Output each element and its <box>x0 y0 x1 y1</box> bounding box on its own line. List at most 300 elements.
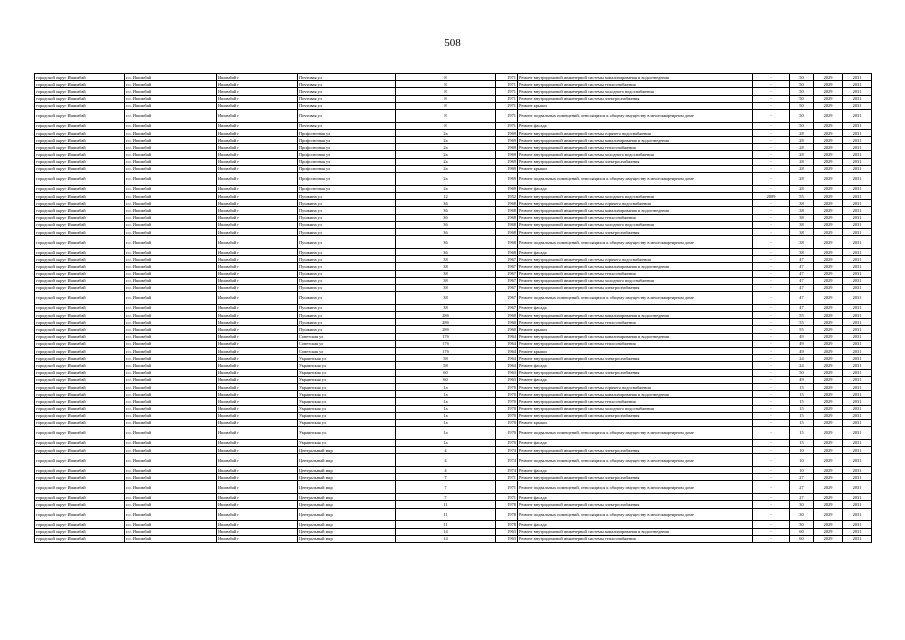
municipal-district-cell: городской округ Ишимбай <box>35 173 125 186</box>
municipal-district-cell: городской округ Ишимбай <box>35 412 125 419</box>
street-cell: Центральный мкр <box>298 535 396 542</box>
work-type-cell: Ремонт подвальных помещений, относящихся к общему имуществу в многоквартирном доме <box>518 508 753 521</box>
table-row <box>35 173 872 186</box>
last-repair-year-cell: - <box>753 109 790 122</box>
work-type-cell: Ремонт фасада <box>518 185 753 192</box>
wear-cell: 27 <box>790 494 814 501</box>
plan-end-cell: 2031 <box>843 340 872 347</box>
table-row <box>35 144 872 151</box>
municipal-district-cell: городской округ Ишимбай <box>35 508 125 521</box>
plan-start-cell: 2029 <box>814 467 843 474</box>
wear-cell: 38 <box>790 200 814 207</box>
house-number-cell: 17б <box>396 340 496 347</box>
wear-cell: 49 <box>790 340 814 347</box>
build-year-cell: 1970 <box>496 398 518 405</box>
last-repair-year-cell: - <box>753 447 790 454</box>
wear-cell: 50 <box>790 74 814 81</box>
work-type-cell: Ремонт внутридомовой инженерной системы теплоснабжения <box>518 81 753 88</box>
settlement-cell: Ишимбай г <box>217 427 298 440</box>
urban-district-cell: г.о. Ишимбай <box>125 173 217 186</box>
build-year-cell: 1970 <box>496 391 518 398</box>
street-cell: Пушкина ул <box>298 277 396 284</box>
plan-end-cell: 2031 <box>843 376 872 383</box>
table-row <box>35 474 872 481</box>
work-type-cell: Ремонт внутридомовой инженерной системы электроснабжения <box>518 501 753 508</box>
plan-end-cell: 2031 <box>843 326 872 333</box>
work-type-cell: Ремонт фасада <box>518 439 753 446</box>
plan-end-cell: 2031 <box>843 454 872 467</box>
house-number-cell: 2а <box>396 151 496 158</box>
table-row <box>35 248 872 255</box>
house-number-cell: 38 <box>396 277 496 284</box>
house-number-cell: 11 <box>396 508 496 521</box>
urban-district-cell: г.о. Ишимбай <box>125 151 217 158</box>
urban-district-cell: г.о. Ишимбай <box>125 383 217 390</box>
street-cell: Украинская ул <box>298 439 396 446</box>
table-row <box>35 185 872 192</box>
street-cell: Почтовая ул <box>298 74 396 81</box>
work-type-cell: Ремонт крыши <box>518 348 753 355</box>
settlement-cell: Ишимбай г <box>217 319 298 326</box>
work-type-cell: Ремонт фасада <box>518 521 753 528</box>
municipal-district-cell: городской округ Ишимбай <box>35 207 125 214</box>
settlement-cell: Ишимбай г <box>217 508 298 521</box>
street-cell: Профсоюзная ул <box>298 158 396 165</box>
municipal-district-cell: городской округ Ишимбай <box>35 193 125 200</box>
house-number-cell: 28б <box>396 319 496 326</box>
plan-start-cell: 2029 <box>814 501 843 508</box>
settlement-cell: Ишимбай г <box>217 173 298 186</box>
table-row <box>35 256 872 263</box>
settlement-cell: Ишимбай г <box>217 200 298 207</box>
work-type-cell: Ремонт внутридомовой инженерной системы теплоснабжения <box>518 144 753 151</box>
street-cell: Украинская ул <box>298 398 396 405</box>
plan-end-cell: 2031 <box>843 173 872 186</box>
last-repair-year-cell: - <box>753 292 790 305</box>
plan-end-cell: 2031 <box>843 501 872 508</box>
table-row <box>35 137 872 144</box>
plan-start-cell: 2029 <box>814 427 843 440</box>
municipal-district-cell: городской округ Ишимбай <box>35 95 125 102</box>
wear-cell: 50 <box>790 109 814 122</box>
municipal-district-cell: городской округ Ишимбай <box>35 292 125 305</box>
last-repair-year-cell: - <box>753 340 790 347</box>
urban-district-cell: г.о. Ишимбай <box>125 158 217 165</box>
table-row <box>35 228 872 235</box>
table-row <box>35 340 872 347</box>
settlement-cell: Ишимбай г <box>217 214 298 221</box>
table-row <box>35 405 872 412</box>
urban-district-cell: г.о. Ишимбай <box>125 304 217 311</box>
plan-start-cell: 2029 <box>814 292 843 305</box>
house-number-cell: 38 <box>396 304 496 311</box>
municipal-district-cell: городской округ Ишимбай <box>35 419 125 426</box>
street-cell: Пушкина ул <box>298 193 396 200</box>
last-repair-year-cell: - <box>753 129 790 136</box>
plan-start-cell: 2029 <box>814 270 843 277</box>
work-type-cell: Ремонт фасада <box>518 467 753 474</box>
street-cell: Пушкина ул <box>298 292 396 305</box>
build-year-cell: 1960 <box>496 326 518 333</box>
table-row <box>35 74 872 81</box>
build-year-cell: 1970 <box>496 439 518 446</box>
plan-end-cell: 2031 <box>843 447 872 454</box>
wear-cell: 28 <box>790 129 814 136</box>
house-number-cell: 8 <box>396 102 496 109</box>
last-repair-year-cell: - <box>753 214 790 221</box>
settlement-cell: Ишимбай г <box>217 122 298 129</box>
urban-district-cell: г.о. Ишимбай <box>125 427 217 440</box>
plan-start-cell: 2029 <box>814 214 843 221</box>
build-year-cell: 1968 <box>496 221 518 228</box>
street-cell: Пушкина ул <box>298 270 396 277</box>
house-number-cell: 36 <box>396 221 496 228</box>
last-repair-year-cell: - <box>753 369 790 376</box>
house-number-cell: 1а <box>396 419 496 426</box>
table-row <box>35 501 872 508</box>
urban-district-cell: г.о. Ишимбай <box>125 165 217 172</box>
urban-district-cell: г.о. Ишимбай <box>125 228 217 235</box>
settlement-cell: Ишимбай г <box>217 292 298 305</box>
table-row <box>35 481 872 494</box>
build-year-cell: 1964 <box>496 362 518 369</box>
wear-cell: 50 <box>790 102 814 109</box>
work-type-cell: Ремонт подвальных помещений, относящихся к общему имуществу в многоквартирном доме <box>518 173 753 186</box>
municipal-district-cell: городской округ Ишимбай <box>35 348 125 355</box>
wear-cell: 10 <box>790 454 814 467</box>
build-year-cell: 1971 <box>496 494 518 501</box>
plan-end-cell: 2031 <box>843 474 872 481</box>
municipal-district-cell: городской округ Ишимбай <box>35 151 125 158</box>
plan-start-cell: 2029 <box>814 447 843 454</box>
settlement-cell: Ишимбай г <box>217 340 298 347</box>
wear-cell: 47 <box>790 304 814 311</box>
settlement-cell: Ишимбай г <box>217 355 298 362</box>
build-year-cell: 1969 <box>496 165 518 172</box>
urban-district-cell: г.о. Ишимбай <box>125 185 217 192</box>
street-cell: Пушкина ул <box>298 319 396 326</box>
house-number-cell: 2а <box>396 165 496 172</box>
work-type-cell: Ремонт фасада <box>518 304 753 311</box>
last-repair-year-cell: - <box>753 256 790 263</box>
street-cell: Центральный мкр <box>298 521 396 528</box>
urban-district-cell: г.о. Ишимбай <box>125 129 217 136</box>
municipal-district-cell: городской округ Ишимбай <box>35 221 125 228</box>
table-row <box>35 236 872 249</box>
work-type-cell: Ремонт внутридомовой инженерной системы горячего водоснабжения <box>518 383 753 390</box>
build-year-cell: 1978 <box>496 521 518 528</box>
settlement-cell: Ишимбай г <box>217 193 298 200</box>
work-type-cell: Ремонт внутридомовой инженерной системы горячего водоснабжения <box>518 256 753 263</box>
build-year-cell: 1970 <box>496 427 518 440</box>
table-row <box>35 467 872 474</box>
plan-end-cell: 2031 <box>843 467 872 474</box>
last-repair-year-cell: - <box>753 474 790 481</box>
house-number-cell: 1а <box>396 398 496 405</box>
work-type-cell: Ремонт внутридомовой инженерной системы электроснабжения <box>518 412 753 419</box>
plan-end-cell: 2031 <box>843 74 872 81</box>
wear-cell: 49 <box>790 348 814 355</box>
plan-end-cell: 2031 <box>843 362 872 369</box>
settlement-cell: Ишимбай г <box>217 419 298 426</box>
urban-district-cell: г.о. Ишимбай <box>125 292 217 305</box>
plan-start-cell: 2029 <box>814 207 843 214</box>
house-number-cell: 8 <box>396 109 496 122</box>
last-repair-year-cell: - <box>753 144 790 151</box>
work-type-cell: Ремонт внутридомовой инженерной системы холодного водоснабжения <box>518 277 753 284</box>
last-repair-year-cell: - <box>753 376 790 383</box>
last-repair-year-cell: - <box>753 326 790 333</box>
municipal-district-cell: городской округ Ишимбай <box>35 214 125 221</box>
settlement-cell: Ишимбай г <box>217 447 298 454</box>
street-cell: Украинская ул <box>298 419 396 426</box>
house-number-cell: 36 <box>396 214 496 221</box>
wear-cell: 55 <box>790 319 814 326</box>
work-type-cell: Ремонт внутридомовой инженерной системы теплоснабжения <box>518 270 753 277</box>
work-type-cell: Ремонт внутридомовой инженерной системы канализирования и водоотведения <box>518 263 753 270</box>
last-repair-year-cell: - <box>753 333 790 340</box>
work-type-cell: Ремонт внутридомовой инженерной системы холодного водоснабжения <box>518 88 753 95</box>
urban-district-cell: г.о. Ишимбай <box>125 348 217 355</box>
plan-end-cell: 2031 <box>843 207 872 214</box>
work-type-cell: Ремонт подвальных помещений, относящихся к общему имуществу в многоквартирном доме <box>518 292 753 305</box>
build-year-cell: 1968 <box>496 248 518 255</box>
house-number-cell: 2а <box>396 173 496 186</box>
work-type-cell: Ремонт фасада <box>518 362 753 369</box>
plan-end-cell: 2031 <box>843 412 872 419</box>
plan-start-cell: 2029 <box>814 326 843 333</box>
urban-district-cell: г.о. Ишимбай <box>125 214 217 221</box>
urban-district-cell: г.о. Ишимбай <box>125 412 217 419</box>
plan-start-cell: 2029 <box>814 312 843 319</box>
street-cell: Украинская ул <box>298 362 396 369</box>
wear-cell: 55 <box>790 312 814 319</box>
table-row <box>35 508 872 521</box>
municipal-district-cell: городской округ Ишимбай <box>35 454 125 467</box>
last-repair-year-cell: - <box>753 284 790 291</box>
settlement-cell: Ишимбай г <box>217 151 298 158</box>
work-type-cell: Ремонт внутридомовой инженерной системы электроснабжения <box>518 284 753 291</box>
wear-cell: 15 <box>790 412 814 419</box>
plan-start-cell: 2029 <box>814 494 843 501</box>
last-repair-year-cell: - <box>753 221 790 228</box>
street-cell: Профсоюзная ул <box>298 151 396 158</box>
settlement-cell: Ишимбай г <box>217 236 298 249</box>
urban-district-cell: г.о. Ишимбай <box>125 319 217 326</box>
plan-end-cell: 2031 <box>843 185 872 192</box>
urban-district-cell: г.о. Ишимбай <box>125 144 217 151</box>
house-number-cell: 7 <box>396 494 496 501</box>
wear-cell: 55 <box>790 193 814 200</box>
municipal-district-cell: городской округ Ишимбай <box>35 481 125 494</box>
build-year-cell: 1963 <box>496 528 518 535</box>
urban-district-cell: г.о. Ишимбай <box>125 248 217 255</box>
wear-cell: 60 <box>790 528 814 535</box>
wear-cell: 28 <box>790 144 814 151</box>
settlement-cell: Ишимбай г <box>217 454 298 467</box>
settlement-cell: Ишимбай г <box>217 256 298 263</box>
house-number-cell: 7 <box>396 481 496 494</box>
municipal-district-cell: городской округ Ишимбай <box>35 122 125 129</box>
wear-cell: 28 <box>790 151 814 158</box>
last-repair-year-cell: - <box>753 535 790 542</box>
street-cell: Пушкина ул <box>298 304 396 311</box>
house-number-cell: 2а <box>396 144 496 151</box>
last-repair-year-cell: - <box>753 405 790 412</box>
street-cell: Пушкина ул <box>298 228 396 235</box>
house-number-cell: 8 <box>396 95 496 102</box>
work-type-cell: Ремонт внутридомовой инженерной системы электроснабжения <box>518 355 753 362</box>
settlement-cell: Ишимбай г <box>217 312 298 319</box>
table-row <box>35 348 872 355</box>
municipal-district-cell: городской округ Ишимбай <box>35 102 125 109</box>
municipal-district-cell: городской округ Ишимбай <box>35 326 125 333</box>
build-year-cell: 1971 <box>496 474 518 481</box>
plan-end-cell: 2031 <box>843 277 872 284</box>
build-year-cell: 1970 <box>496 383 518 390</box>
build-year-cell: 1971 <box>496 95 518 102</box>
municipal-district-cell: городской округ Ишимбай <box>35 319 125 326</box>
municipal-district-cell: городской округ Ишимбай <box>35 355 125 362</box>
street-cell: Пушкина ул <box>298 207 396 214</box>
plan-start-cell: 2029 <box>814 355 843 362</box>
table-row <box>35 88 872 95</box>
wear-cell: 47 <box>790 292 814 305</box>
urban-district-cell: г.о. Ишимбай <box>125 236 217 249</box>
last-repair-year-cell: - <box>753 439 790 446</box>
build-year-cell: 1978 <box>496 508 518 521</box>
urban-district-cell: г.о. Ишимбай <box>125 81 217 88</box>
house-number-cell: 60 <box>396 369 496 376</box>
build-year-cell: 1967 <box>496 270 518 277</box>
plan-start-cell: 2029 <box>814 248 843 255</box>
wear-cell: 38 <box>790 236 814 249</box>
plan-end-cell: 2031 <box>843 333 872 340</box>
plan-start-cell: 2029 <box>814 109 843 122</box>
wear-cell: 27 <box>790 474 814 481</box>
plan-start-cell: 2029 <box>814 236 843 249</box>
wear-cell: 50 <box>790 122 814 129</box>
build-year-cell: 1963 <box>496 535 518 542</box>
build-year-cell: 1970 <box>496 419 518 426</box>
municipal-district-cell: городской округ Ишимбай <box>35 376 125 383</box>
work-type-cell: Ремонт подвальных помещений, относящихся к общему имуществу в многоквартирном доме <box>518 481 753 494</box>
plan-end-cell: 2031 <box>843 369 872 376</box>
urban-district-cell: г.о. Ишимбай <box>125 256 217 263</box>
table-body <box>35 74 872 543</box>
build-year-cell: 1971 <box>496 109 518 122</box>
last-repair-year-cell: - <box>753 391 790 398</box>
settlement-cell: Ишимбай г <box>217 412 298 419</box>
urban-district-cell: г.о. Ишимбай <box>125 391 217 398</box>
work-type-cell: Ремонт фасада <box>518 122 753 129</box>
table-row <box>35 277 872 284</box>
wear-cell: 15 <box>790 405 814 412</box>
settlement-cell: Ишимбай г <box>217 383 298 390</box>
work-type-cell: Ремонт фасада <box>518 376 753 383</box>
municipal-district-cell: городской округ Ишимбай <box>35 263 125 270</box>
wear-cell: 38 <box>790 228 814 235</box>
work-type-cell: Ремонт внутридомовой инженерной системы канализирования и водоотведения <box>518 391 753 398</box>
plan-end-cell: 2031 <box>843 398 872 405</box>
work-type-cell: Ремонт внутридомовой инженерной системы холодного водоснабжения <box>518 193 753 200</box>
street-cell: Украинская ул <box>298 405 396 412</box>
table-row <box>35 284 872 291</box>
plan-end-cell: 2031 <box>843 284 872 291</box>
plan-start-cell: 2029 <box>814 263 843 270</box>
municipal-district-cell: городской округ Ишимбай <box>35 340 125 347</box>
build-year-cell: 1960 <box>496 312 518 319</box>
work-type-cell: Ремонт внутридомовой инженерной системы электроснабжения <box>518 447 753 454</box>
plan-end-cell: 2031 <box>843 165 872 172</box>
plan-start-cell: 2029 <box>814 362 843 369</box>
municipal-district-cell: городской округ Ишимбай <box>35 277 125 284</box>
street-cell: Пушкина ул <box>298 200 396 207</box>
wear-cell: 50 <box>790 88 814 95</box>
settlement-cell: Ишимбай г <box>217 535 298 542</box>
table-row <box>35 270 872 277</box>
municipal-district-cell: городской округ Ишимбай <box>35 447 125 454</box>
plan-start-cell: 2029 <box>814 256 843 263</box>
plan-end-cell: 2031 <box>843 137 872 144</box>
house-number-cell: 38 <box>396 284 496 291</box>
plan-start-cell: 2029 <box>814 454 843 467</box>
plan-end-cell: 2031 <box>843 236 872 249</box>
work-type-cell: Ремонт внутридомовой инженерной системы теплоснабжения <box>518 340 753 347</box>
last-repair-year-cell: - <box>753 427 790 440</box>
build-year-cell: 1974 <box>496 447 518 454</box>
house-number-cell: 1а <box>396 412 496 419</box>
house-number-cell: 36 <box>396 200 496 207</box>
table-row <box>35 333 872 340</box>
urban-district-cell: г.о. Ишимбай <box>125 454 217 467</box>
settlement-cell: Ишимбай г <box>217 326 298 333</box>
work-type-cell: Ремонт внутридомовой инженерной системы канализирования и водоотведения <box>518 333 753 340</box>
build-year-cell: 1967 <box>496 304 518 311</box>
settlement-cell: Ишимбай г <box>217 263 298 270</box>
work-type-cell: Ремонт внутридомовой инженерной системы канализирования и водоотведения <box>518 137 753 144</box>
last-repair-year-cell: - <box>753 88 790 95</box>
settlement-cell: Ишимбай г <box>217 501 298 508</box>
house-number-cell: 4 <box>396 467 496 474</box>
house-number-cell: 38 <box>396 256 496 263</box>
settlement-cell: Ишимбай г <box>217 467 298 474</box>
work-type-cell: Ремонт крыши <box>518 326 753 333</box>
build-year-cell: 1968 <box>496 228 518 235</box>
plan-start-cell: 2029 <box>814 228 843 235</box>
build-year-cell: 1974 <box>496 467 518 474</box>
last-repair-year-cell: - <box>753 362 790 369</box>
last-repair-year-cell: 2009 <box>753 193 790 200</box>
plan-start-cell: 2029 <box>814 340 843 347</box>
street-cell: Почтовая ул <box>298 81 396 88</box>
table-row <box>35 207 872 214</box>
street-cell: Центральный мкр <box>298 528 396 535</box>
settlement-cell: Ишимбай г <box>217 376 298 383</box>
settlement-cell: Ишимбай г <box>217 474 298 481</box>
table-row <box>35 109 872 122</box>
settlement-cell: Ишимбай г <box>217 102 298 109</box>
settlement-cell: Ишимбай г <box>217 439 298 446</box>
urban-district-cell: г.о. Ишимбай <box>125 221 217 228</box>
urban-district-cell: г.о. Ишимбай <box>125 200 217 207</box>
build-year-cell: 1963 <box>496 376 518 383</box>
last-repair-year-cell: - <box>753 419 790 426</box>
plan-start-cell: 2029 <box>814 81 843 88</box>
wear-cell: 27 <box>790 481 814 494</box>
plan-end-cell: 2031 <box>843 481 872 494</box>
wear-cell: 38 <box>790 214 814 221</box>
